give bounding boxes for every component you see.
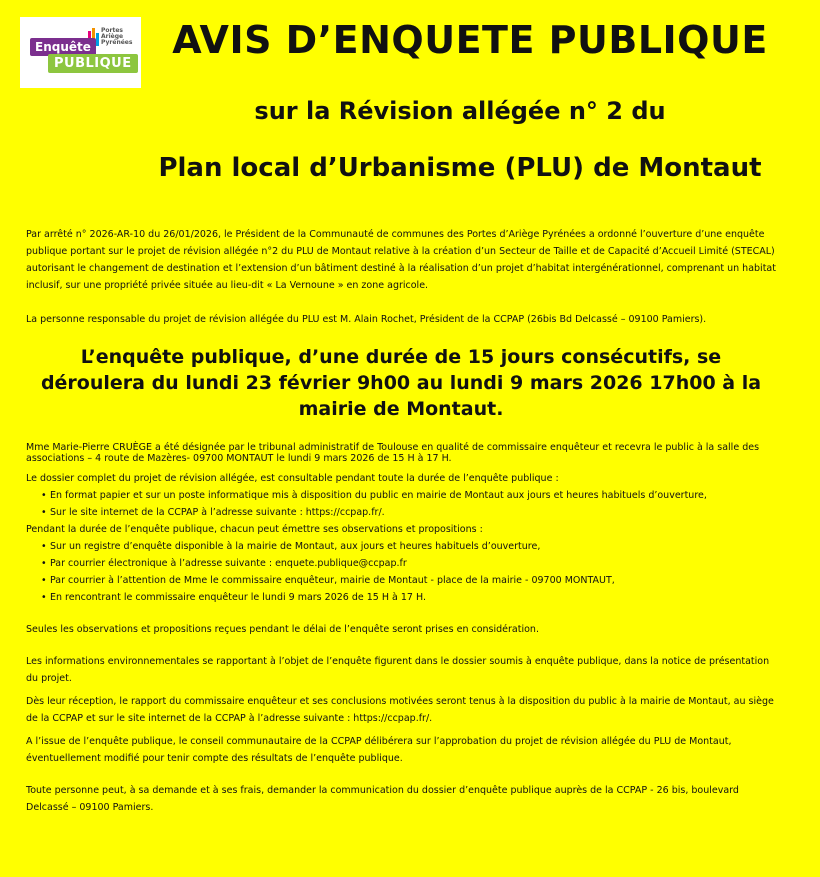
logo-enquete: Enquête bbox=[30, 38, 96, 56]
page-title: AVIS D’ENQUETE PUBLIQUE bbox=[172, 18, 768, 62]
list-item: • Par courrier à l’attention de Mme le commissaire enquêteur, mairie de Montaut - place de la mairie - 09700 MONTAUT, bbox=[50, 572, 776, 589]
list-item: • Sur un registre d’enquête disponible à la mairie de Montaut, aux jours et heures habituels d’ouverture, bbox=[50, 538, 776, 555]
report-paragraph: Dès leur réception, le rapport du commissaire enquêteur et ses conclusions motivées seront tenus à la disposition du public à la mairie de Montaut, au siège de la CCPAP et sur le site internet de la CCPAP à l’adresse suivante : https://ccpap.fr/. bbox=[26, 696, 774, 724]
logo-org-text: Portes Ariège Pyrénées bbox=[101, 27, 133, 46]
list-item-email[interactable]: • Par courrier électronique à l’adresse suivante : enquete.publique@ccpap.fr bbox=[50, 555, 776, 572]
request-paragraph: Toute personne peut, à sa demande et à ses frais, demander la communication du dossier d’enquête publique auprès de la CCPAP - 26 bis, boulevard Delcassé – 09100 Pamiers. bbox=[26, 785, 739, 813]
notice-body bbox=[26, 226, 776, 816]
list-item-link[interactable]: • Sur le site internet de la CCPAP à l’adresse suivante : https://ccpap.fr/. bbox=[50, 504, 776, 521]
observations-list bbox=[26, 538, 776, 606]
list-item: • En format papier et sur un poste informatique mis à disposition du public en mairie de Montaut aux jours et heures habituels d’ouverture, bbox=[50, 487, 776, 504]
subtitle-revision: sur la Révision allégée n° 2 du bbox=[254, 97, 666, 125]
inquiry-dates-highlight: L’enquête publique, d’une durée de 15 jours consécutifs, se déroulera du lundi 23 février 9h00 au lundi 9 mars 2026 17h00 à la mairie de Montaut. bbox=[40, 346, 762, 420]
only-received-paragraph: Seules les observations et propositions reçues pendant le délai de l’enquête seront prises en considération. bbox=[26, 624, 539, 635]
decision-paragraph: A l’issue de l’enquête publique, le conseil communautaire de la CCPAP délibérera sur l’approbation du projet de révision allégée du PLU de Montaut, éventuellement modifié pour tenir compte des résultats de l’enquête publique. bbox=[26, 736, 732, 764]
logo-publique: PUBLIQUE bbox=[48, 54, 138, 73]
subtitle-plu: Plan local d’Urbanisme (PLU) de Montaut bbox=[158, 153, 762, 183]
list-item: • En rencontrant le commissaire enquêteur le lundi 9 mars 2026 de 15 H à 17 H. bbox=[50, 589, 776, 606]
logo bbox=[20, 17, 141, 88]
environment-paragraph: Les informations environnementales se rapportant à l’objet de l’enquête figurent dans le dossier soumis à enquête publique, dans la notice de présentation du projet. bbox=[26, 656, 770, 684]
commissioner-paragraph: Mme Marie-Pierre CRUÈGE a été désignée par le tribunal administratif de Toulouse en qualité de commissaire enquêteur et recevra le public à la salle des associations – 4 route de Mazères- 09700 MONTAUT le lundi 9 mars 2026 de 15 H à 17 H. bbox=[26, 442, 760, 464]
dossier-intro: Le dossier complet du projet de révision allégée, est consultable pendant toute la durée de l’enquête publique : bbox=[26, 473, 559, 484]
observations-intro: Pendant la durée de l’enquête publique, chacun peut émettre ses observations et propositions : bbox=[26, 524, 483, 535]
intro-paragraph: Par arrêté n° 2026-AR-10 du 26/01/2026, le Président de la Communauté de communes des Portes d’Ariège Pyrénées a ordonné l’ouverture d’une enquête publique portant sur le projet de révision allégée n°2 du PLU de Montaut relative à la création d’un Secteur de Taille et de Capacité d’Accueil Limité (STECAL) autorisant le changement de destination et l’extension d’un bâtiment destiné à la réalisation d’un projet d’habitat intergénérationnel, comprenant un habitat inclusif, sur une propriété privée située au lieu-dit « La Vernoune » en zone agricole. bbox=[26, 229, 776, 291]
responsible-paragraph: La personne responsable du projet de révision allégée du PLU est M. Alain Rochet, Président de la CCPAP (26bis Bd Delcassé – 09100 Pamiers). bbox=[26, 314, 707, 325]
dossier-list bbox=[26, 487, 776, 521]
